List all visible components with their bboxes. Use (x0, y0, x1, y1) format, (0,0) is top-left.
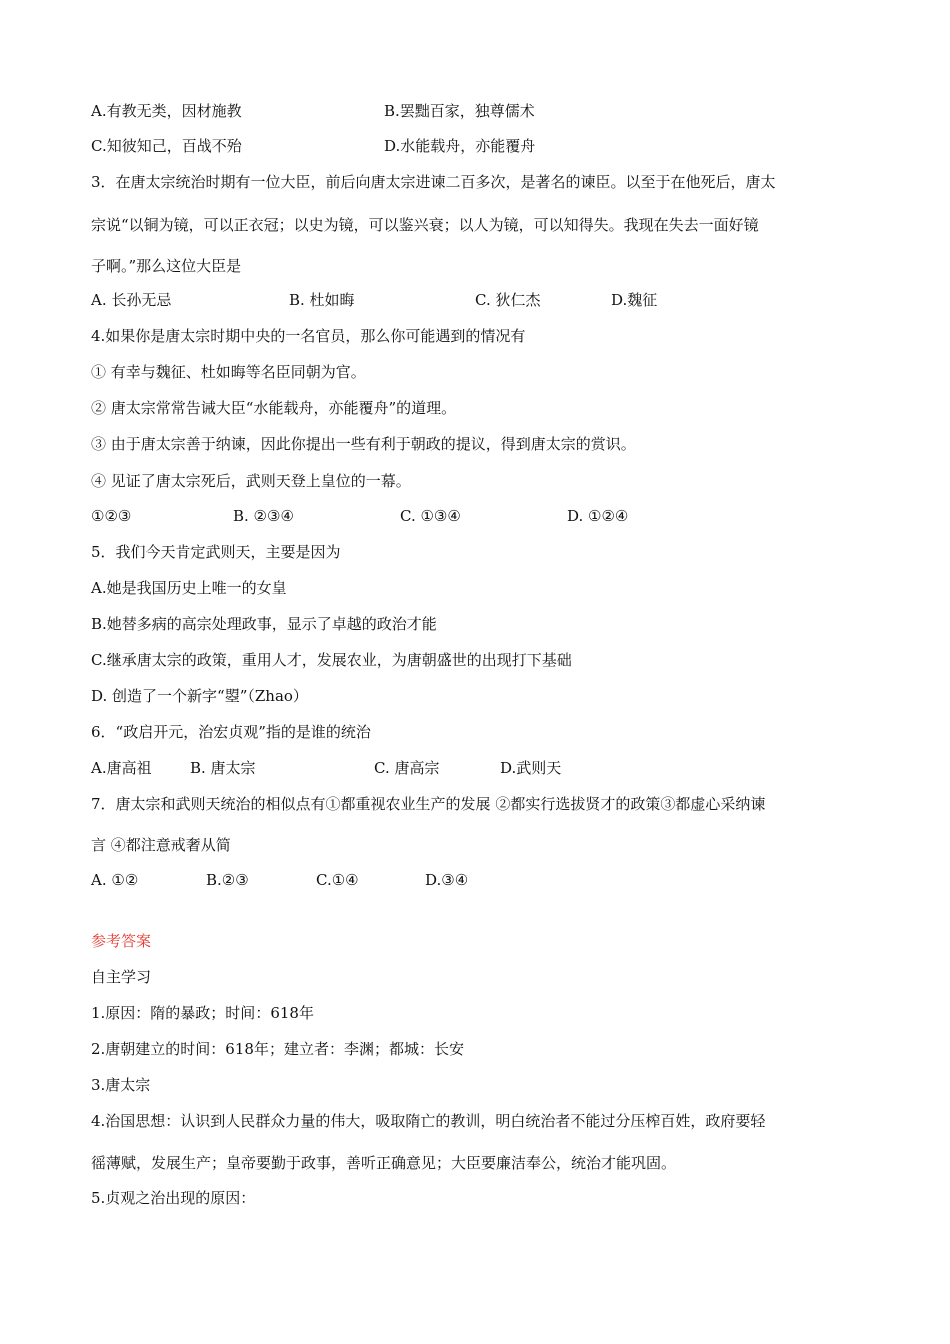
q7-stem-line-1: 7．唐太宗和武则天统治的相似点有①都重视农业生产的发展 ②都实行选拔贤才的政策③都虚心采纳谏 (91, 795, 766, 813)
q4-option-c: C. ①③④ (400, 507, 461, 525)
q7-stem-line-2: 言 ④都注意戒奢从简 (91, 836, 231, 854)
q6-option-a: A.唐高祖 (91, 759, 152, 777)
q6-option-c: C. 唐高宗 (374, 759, 440, 777)
q4-item-4: ④ 见证了唐太宗死后，武则天登上皇位的一幕。 (91, 472, 411, 490)
q3-option-d: D.魏征 (611, 291, 658, 309)
answer-1: 1.原因：隋的暴政；时间：618年 (91, 1004, 314, 1022)
q3-option-a: A. 长孙无忌 (91, 291, 172, 309)
q4-option-a: ①②③ (91, 507, 132, 525)
q2-option-d: D.水能载舟，亦能覆舟 (384, 137, 536, 155)
q5-option-a: A.她是我国历史上唯一的女皇 (91, 579, 287, 597)
q4-option-b: B. ②③④ (233, 507, 294, 525)
q4-stem: 4.如果你是唐太宗时期中央的一名官员，那么你可能遇到的情况有 (91, 327, 526, 345)
q4-item-1: ① 有幸与魏征、杜如晦等名臣同朝为官。 (91, 363, 366, 381)
answer-2: 2.唐朝建立的时间：618年；建立者：李渊；都城：长安 (91, 1040, 464, 1058)
q3-option-c: C. 狄仁杰 (475, 291, 541, 309)
q4-item-2: ② 唐太宗常常告诫大臣“水能载舟，亦能覆舟”的道理。 (91, 399, 457, 417)
q3-stem-line-3: 子啊。”那么这位大臣是 (91, 257, 242, 275)
q3-stem-line-1: 3．在唐太宗统治时期有一位大臣，前后向唐太宗进谏二百多次，是著名的谏臣。以至于在他死后，唐太 (91, 173, 776, 191)
q2-option-b: B.罢黜百家，独尊儒术 (384, 102, 535, 120)
answer-4-line-2: 徭薄赋，发展生产；皇帝要勤于政事，善听正确意见；大臣要廉洁奉公，统治才能巩固。 (91, 1154, 677, 1172)
answers-heading: 参考答案 (91, 932, 152, 950)
answer-3: 3.唐太宗 (91, 1076, 151, 1094)
q7-option-a: A. ①② (91, 871, 139, 889)
q5-option-d: D. 创造了一个新字“曌”（Zhao） (91, 687, 308, 705)
q7-option-b: B.②③ (206, 871, 249, 889)
q5-option-b: B.她替多病的高宗处理政事，显示了卓越的政治才能 (91, 615, 437, 633)
q7-option-c: C.①④ (316, 871, 359, 889)
q6-option-d: D.武则天 (500, 759, 562, 777)
q3-option-b: B. 杜如晦 (289, 291, 355, 309)
q6-stem: 6．“政启开元，治宏贞观”指的是谁的统治 (91, 723, 371, 741)
answers-section-title: 自主学习 (91, 968, 152, 986)
q4-option-d: D. ①②④ (567, 507, 629, 525)
q6-option-b: B. 唐太宗 (190, 759, 256, 777)
q7-option-d: D.③④ (425, 871, 469, 889)
q2-option-a: A.有教无类，因材施教 (91, 102, 242, 120)
q4-item-3: ③ 由于唐太宗善于纳谏，因此你提出一些有利于朝政的提议，得到唐太宗的赏识。 (91, 435, 636, 453)
q5-stem: 5．我们今天肯定武则天，主要是因为 (91, 543, 341, 561)
q2-option-c: C.知彼知己，百战不殆 (91, 137, 242, 155)
answer-5: 5.贞观之治出现的原因： (91, 1189, 256, 1207)
q5-option-c: C.继承唐太宗的政策，重用人才，发展农业，为唐朝盛世的出现打下基础 (91, 651, 572, 669)
answer-4-line-1: 4.治国思想：认识到人民群众力量的伟大，吸取隋亡的教训，明白统治者不能过分压榨百姓，政府要轻 (91, 1112, 766, 1130)
q3-stem-line-2: 宗说“以铜为镜，可以正衣冠；以史为镜，可以鉴兴衰；以人为镜，可以知得失。我现在失去一面好镜 (91, 216, 759, 234)
